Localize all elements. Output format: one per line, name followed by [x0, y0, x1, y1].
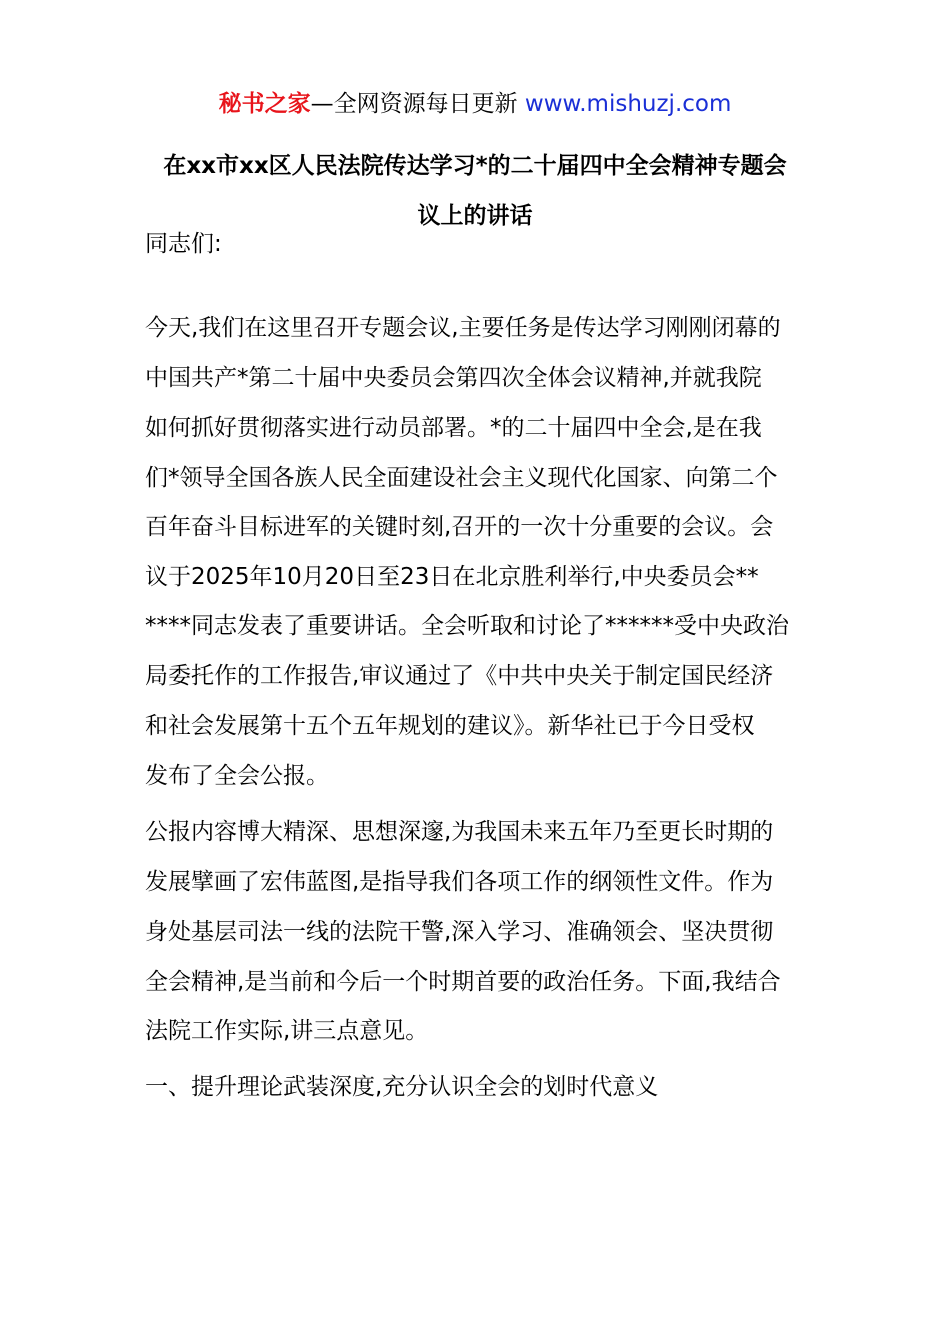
site-header [0, 86, 950, 122]
site-brand: 秘书之家 [218, 91, 311, 117]
site-url-link[interactable]: www.mishuzj.com [524, 91, 732, 117]
paragraph-2-line: 法院工作实际,讲三点意见。 [145, 1018, 429, 1044]
section-heading-1: 一、提升理论武装深度,充分认识全会的划时代意义 [145, 1074, 659, 1100]
paragraph-1-line: 们*领导全国各族人民全面建设社会主义现代化国家、向第二个 [145, 465, 778, 491]
document-title-line-2: 议上的讲话 [417, 203, 533, 229]
paragraph-2-line: 发展擘画了宏伟蓝图,是指导我们各项工作的纲领性文件。作为 [145, 869, 774, 895]
paragraph-1-line: ****同志发表了重要讲话。全会听取和讨论了******受中央政治 [145, 613, 789, 639]
paragraph-2-line: 全会精神,是当前和今后一个时期首要的政治任务。下面,我结合 [145, 969, 781, 995]
paragraph-2-line: 身处基层司法一线的法院干警,深入学习、准确领会、坚决贯彻 [145, 919, 774, 945]
paragraph-1-line: 中国共产*第二十届中央委员会第四次全体会议精神,并就我院 [145, 365, 762, 391]
site-tagline: —全网资源每日更新 [310, 91, 525, 117]
document-title-line-1: 在xx市xx区人民法院传达学习*的二十届四中全会精神专题会 [163, 153, 787, 179]
paragraph-1-line: 发布了全会公报。 [145, 763, 329, 789]
paragraph-1-line: 百年奋斗目标进军的关键时刻,召开的一次十分重要的会议。会 [145, 514, 774, 540]
paragraph-1-line: 议于2025年10月20日至23日在北京胜利举行,中央委员会** [145, 564, 759, 590]
paragraph-1-line: 如何抓好贯彻落实进行动员部署。*的二十届四中全会,是在我 [145, 415, 762, 441]
salutation: 同志们: [145, 231, 222, 257]
paragraph-2-line: 公报内容博大精深、思想深邃,为我国未来五年乃至更长时期的 [145, 819, 774, 845]
paragraph-1-line: 局委托作的工作报告,审议通过了《中共中央关于制定国民经济 [145, 663, 774, 689]
paragraph-1-line: 今天,我们在这里召开专题会议,主要任务是传达学习刚刚闭幕的 [145, 315, 781, 341]
paragraph-1-line: 和社会发展第十五个五年规划的建议》。新华社已于今日受权 [145, 713, 755, 739]
